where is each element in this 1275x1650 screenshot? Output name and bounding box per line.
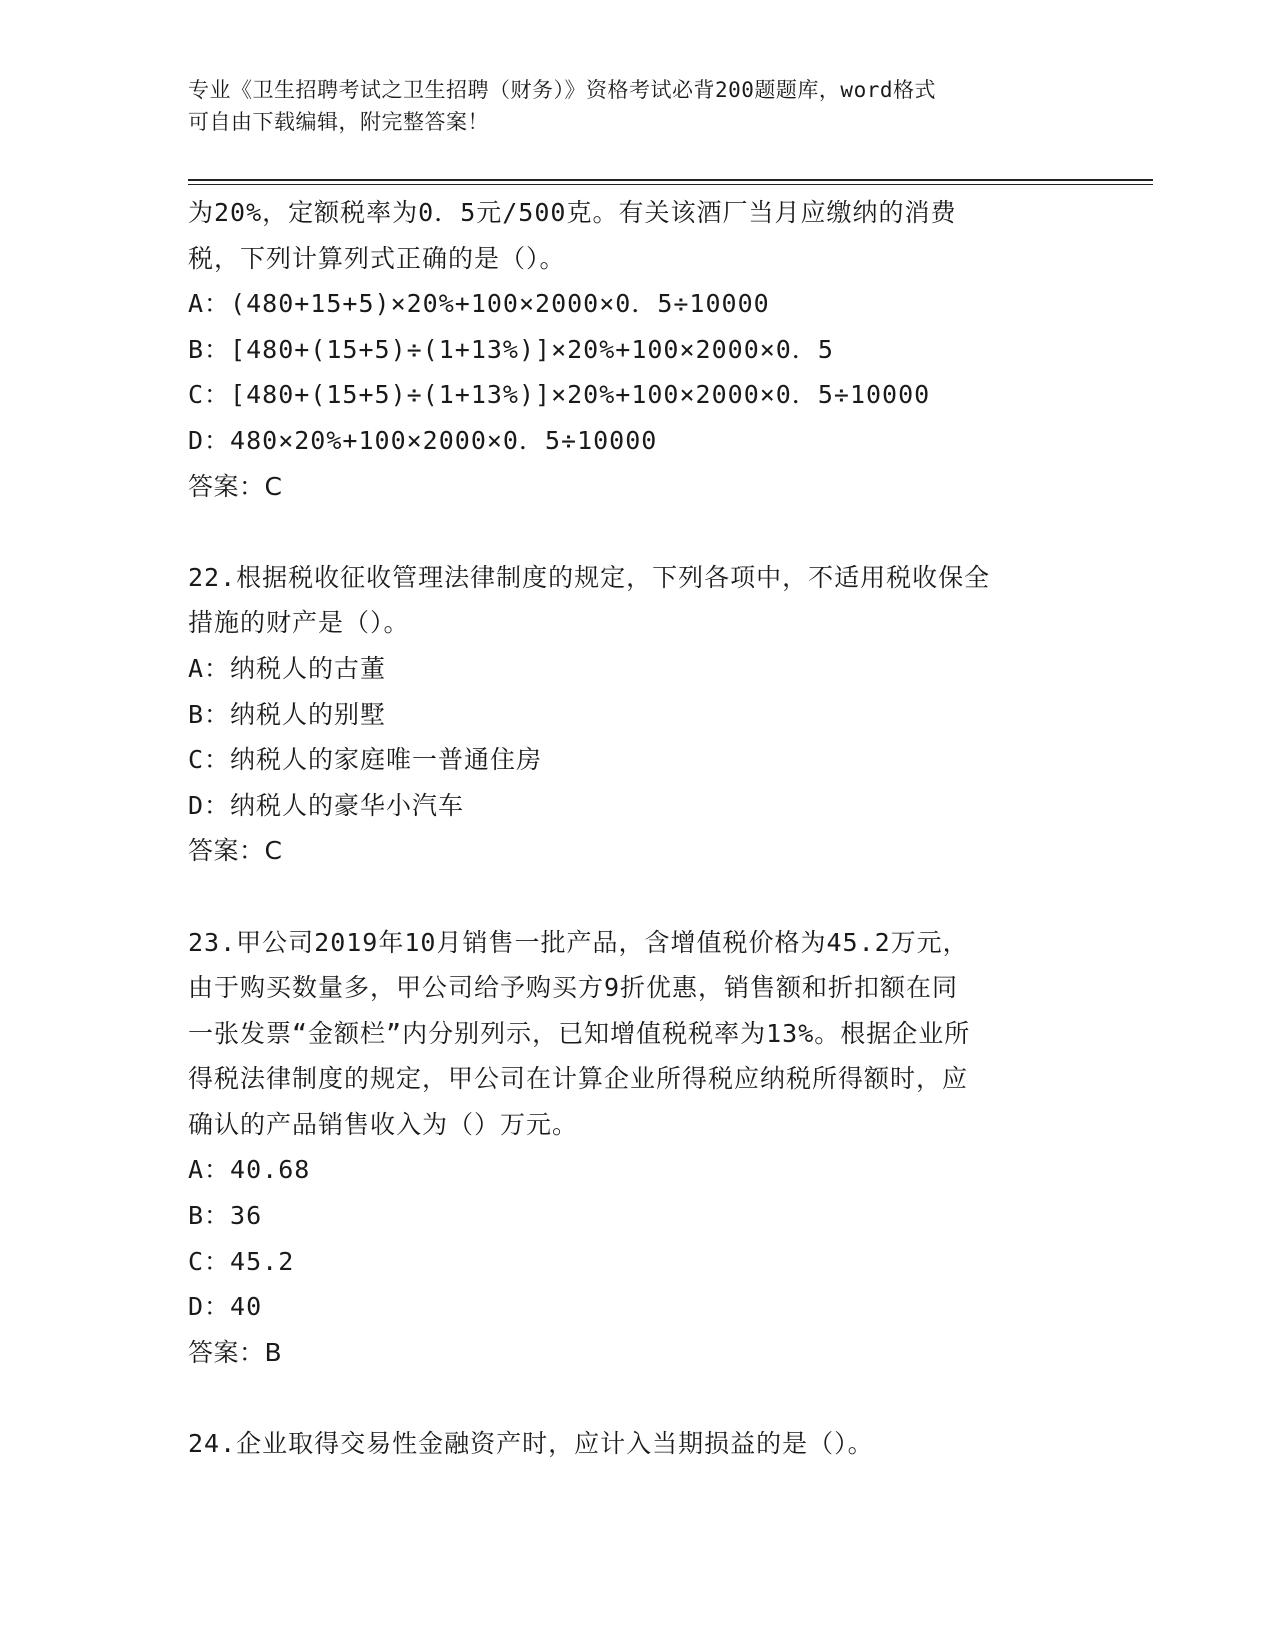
question-stem-line: 由于购买数量多，甲公司给予购买方9折优惠，销售额和折扣额在同 bbox=[188, 973, 959, 1003]
answer-line: 答案：C bbox=[188, 471, 283, 501]
option-c: C：纳税人的家庭唯一普通住房 bbox=[188, 745, 543, 775]
option-b: B：纳税人的别墅 bbox=[188, 699, 387, 729]
header-divider-thick bbox=[188, 179, 1153, 181]
question-stem-line: 得税法律制度的规定，甲公司在计算企业所得税应纳税所得额时，应 bbox=[188, 1064, 969, 1094]
question-stem-line: 措施的财产是（）。 bbox=[188, 608, 410, 638]
option-b: B：36 bbox=[188, 1201, 263, 1231]
header-title-line-1: 专业《卫生招聘考试之卫生招聘（财务）》资格考试必背200题题库，word格式 bbox=[188, 78, 936, 102]
spacer bbox=[188, 874, 1088, 920]
question-stem-line: 税，下列计算列式正确的是（）。 bbox=[188, 243, 566, 273]
option-a: A：纳税人的古董 bbox=[188, 653, 387, 683]
question-stem-line: 22.根据税收征收管理法律制度的规定，下列各项中，不适用税收保全 bbox=[188, 562, 991, 592]
question-22 bbox=[188, 555, 1088, 874]
question-23 bbox=[188, 920, 1088, 1376]
option-a: A：40.68 bbox=[188, 1155, 311, 1185]
question-stem-line: 确认的产品销售收入为（）万元。 bbox=[188, 1109, 579, 1139]
answer-line: 答案：C bbox=[188, 836, 283, 866]
header-divider-thin bbox=[188, 184, 1153, 185]
question-21 bbox=[188, 190, 1088, 509]
option-d: D：480×20%+100×2000×0．5÷10000 bbox=[188, 425, 658, 455]
question-stem-line: 为20%，定额税率为0．5元/500克。有关该酒厂当月应缴纳的消费 bbox=[188, 198, 957, 227]
spacer bbox=[188, 509, 1088, 555]
option-d: D：纳税人的豪华小汽车 bbox=[188, 790, 465, 820]
question-content bbox=[188, 190, 1088, 1467]
document-header bbox=[188, 74, 1088, 138]
question-stem-line: 24.企业取得交易性金融资产时，应计入当期损益的是（）。 bbox=[188, 1429, 874, 1459]
option-b: B：[480+(15+5)÷(1+13%)]×20%+100×2000×0．5 bbox=[188, 334, 834, 364]
answer-line: 答案：B bbox=[188, 1337, 283, 1367]
option-c: C：45.2 bbox=[188, 1246, 295, 1276]
spacer bbox=[188, 1375, 1088, 1421]
option-d: D：40 bbox=[188, 1292, 263, 1322]
question-24 bbox=[188, 1421, 1088, 1467]
option-c: C：[480+(15+5)÷(1+13%)]×20%+100×2000×0．5÷10000 bbox=[188, 380, 931, 410]
option-a: A：(480+15+5)×20%+100×2000×0．5÷10000 bbox=[188, 289, 770, 319]
question-stem-line: 一张发票“金额栏”内分别列示，已知增值税税率为13%。根据企业所 bbox=[188, 1018, 971, 1048]
header-title-line-2: 可自由下载编辑，附完整答案！ bbox=[188, 110, 489, 134]
question-stem-line: 23.甲公司2019年10月销售一批产品，含增值税价格为45.2万元， bbox=[188, 927, 969, 957]
